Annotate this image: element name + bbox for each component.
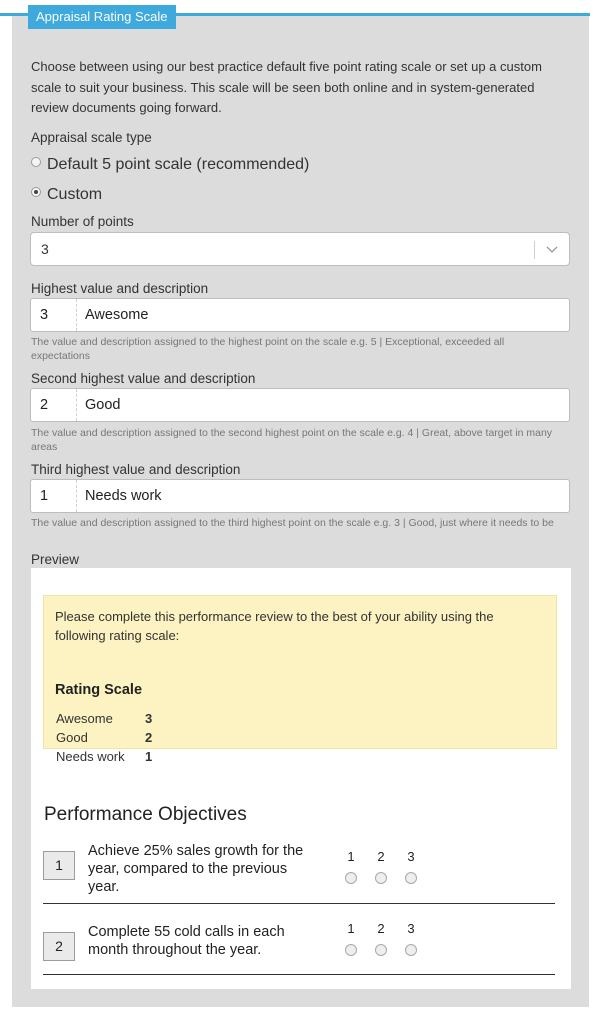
preview-label: Preview [31, 552, 80, 567]
rating-radio[interactable] [375, 944, 387, 956]
highest-value-field[interactable] [30, 298, 570, 332]
rating-column-label: 2 [377, 921, 385, 936]
rating-scale-label: Awesome [56, 711, 113, 726]
rating-scale-value: 1 [145, 749, 153, 764]
radio-custom-scale[interactable] [31, 183, 102, 207]
chevron-down-icon[interactable] [546, 244, 558, 254]
notice-text: Please complete this performance review to the best of your ability using the following rating scale: [55, 609, 494, 643]
radio-default-scale[interactable] [31, 153, 309, 177]
objective-divider [43, 974, 555, 975]
number-of-points-select[interactable] [30, 232, 570, 266]
rating-column-label: 1 [347, 849, 355, 864]
radio-unchecked-icon[interactable] [31, 157, 41, 167]
rating-radio[interactable] [345, 872, 357, 884]
radio-default-label: Default 5 point scale (recommended) [47, 156, 310, 173]
objective-rating [343, 922, 419, 956]
number-of-points-label: Number of points [31, 214, 134, 229]
rating-scale-row [56, 728, 152, 748]
rating-scale-notice [43, 595, 557, 764]
third-highest-field[interactable] [30, 479, 570, 513]
second-highest-help: The value and description assigned to the second highest point on the scale e.g. 4 | Great, above target in many areas [31, 427, 553, 453]
rating-scale-row [56, 709, 152, 729]
objective-divider [43, 903, 555, 904]
third-highest-help: The value and description assigned to the third highest point on the scale e.g. 3 | Good, just where it needs to be [31, 517, 554, 529]
highest-value-input[interactable]: 3 [31, 299, 77, 331]
select-separator [534, 241, 535, 259]
rating-radio[interactable] [375, 872, 387, 884]
objective-text: Complete 55 cold calls in each month throughout the year. [88, 924, 285, 958]
number-of-points-value: 3 [41, 241, 49, 257]
rating-radio[interactable] [405, 944, 417, 956]
rating-column-label: 2 [377, 849, 385, 864]
rating-scale-label: Needs work [56, 749, 125, 764]
highest-description-input[interactable]: Awesome [85, 307, 149, 323]
radio-checked-icon[interactable] [31, 187, 41, 197]
rating-scale-title: Rating Scale [55, 682, 143, 698]
rating-scale-row [56, 747, 152, 767]
objective-text: Achieve 25% sales growth for the year, compared to the previous year. [88, 843, 304, 895]
rating-scale-label: Good [56, 730, 88, 745]
rating-scale-value: 3 [145, 711, 153, 726]
highest-value-help: The value and description assigned to the highest point on the scale e.g. 5 | Exceptional, exceeded all expectations [31, 336, 505, 362]
rating-column-label: 3 [407, 921, 415, 936]
radio-custom-label: Custom [47, 186, 103, 203]
highest-value-label: Highest value and description [31, 281, 209, 296]
second-highest-description-input[interactable]: Good [85, 397, 121, 413]
second-highest-label: Second highest value and description [31, 371, 256, 386]
third-highest-label: Third highest value and description [31, 462, 241, 477]
section-tab: Appraisal Rating Scale [28, 5, 176, 29]
rating-radio[interactable] [405, 872, 417, 884]
rating-scale-value: 2 [145, 730, 153, 745]
objective-number: 1 [43, 851, 75, 880]
scale-type-label: Appraisal scale type [31, 130, 152, 145]
intro-text: Choose between using our best practice default five point rating scale or set up a custom scale to suit your business. This scale will be seen both online and in system-generated review documents going forward. [31, 59, 542, 115]
preview-box [31, 568, 571, 989]
third-highest-description-input[interactable]: Needs work [85, 488, 162, 504]
rating-column-label: 3 [407, 849, 415, 864]
rating-radio[interactable] [345, 944, 357, 956]
objective-number: 2 [43, 932, 75, 961]
performance-objectives-title: Performance Objectives [44, 804, 247, 825]
objective-rating [343, 850, 419, 884]
second-highest-value-input[interactable]: 2 [31, 389, 77, 421]
third-highest-value-input[interactable]: 1 [31, 480, 77, 512]
second-highest-field[interactable] [30, 388, 570, 422]
rating-column-label: 1 [347, 921, 355, 936]
